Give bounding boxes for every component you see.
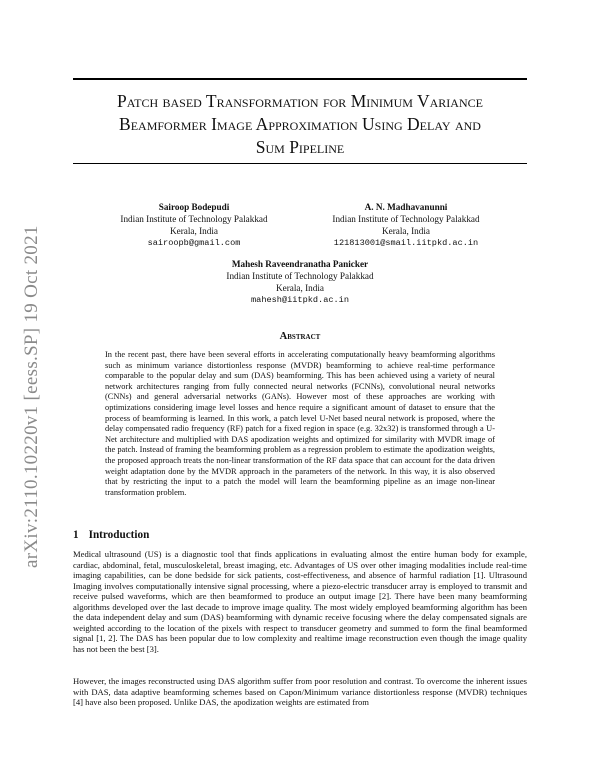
author-name: Sairoop Bodepudi bbox=[158, 202, 230, 212]
author-email[interactable]: 121813001@smail.iitpkd.ac.in bbox=[333, 238, 479, 248]
author-block bbox=[108, 201, 280, 249]
author-email[interactable]: mahesh@iitpkd.ac.in bbox=[251, 295, 349, 305]
author-location: Kerala, India bbox=[170, 226, 218, 236]
title-bottom-rule bbox=[73, 163, 527, 164]
author-affiliation: Indian Institute of Technology Palakkad bbox=[226, 271, 374, 281]
section-title: Introduction bbox=[88, 529, 150, 541]
author-name: A. N. Madhavanunni bbox=[364, 202, 448, 212]
section-heading bbox=[73, 529, 149, 541]
author-location: Kerala, India bbox=[276, 283, 324, 293]
author-affiliation: Indian Institute of Technology Palakkad bbox=[120, 214, 268, 224]
author-block bbox=[308, 201, 504, 249]
section-number: 1 bbox=[73, 529, 79, 541]
arxiv-identifier: arXiv:2110.10220v1 [eess.SP] 19 Oct 2021 bbox=[21, 225, 42, 568]
body-paragraph: However, the images reconstructed using DAS algorithm suffer from poor resolution and contrast. To overcome the inherent issues with DAS, data adaptive beamforming schemes based on Capon/Minimum variance distortionless response (MVDR) techniques [4] have also been proposed. Unlike DAS, the apodization weights are estimated from bbox=[73, 676, 527, 707]
title-line: Beamformer Image Approximation Using Delay and bbox=[119, 114, 481, 134]
title-top-rule bbox=[73, 78, 527, 80]
abstract-heading: Abstract bbox=[279, 331, 321, 342]
author-affiliation: Indian Institute of Technology Palakkad bbox=[332, 214, 480, 224]
paper-title bbox=[73, 90, 527, 159]
abstract-text: In the recent past, there have been several efforts in accelerating computationally heavy beamforming algorithms such as minimum variance distortionless response (MVDR) beamforming to achieve real-time performance comparable to the popular delay and sum (DAS) beamforming. This has been achieved using a variety of neural network architectures ranging from fully connected neural networks (FCNNs), convolutional neural networks (CNNs) and general adversarial networks (GANs). However most of these approaches are working with optimizations considering image level losses and hence require a significant amount of dataset to ensure that the process of beamforming is learned. In this work, a patch level U-Net based neural network is proposed, where the delay compensated radio frequency (RF) patch for a fixed region in space (e.g. 32x32) is transformed through a U-Net architecture and multiplied with DAS apodization weights and optimized for similarity with MVDR image of the patch. Instead of framing the beamforming problem as a regression problem to estimate the apodization weights, the proposed approach treats the non-linear transformation of the RF data space that can account for the data driven weight adaptation done by the MVDR approach in the parameters of the network. In this way, it is also observed that by restricting the input to a patch the model will learn the beamforming pipeline as an image non-linear transformation problem. bbox=[105, 350, 495, 497]
author-name: Mahesh Raveendranatha Panicker bbox=[231, 259, 369, 269]
body-paragraph: Medical ultrasound (US) is a diagnostic tool that finds applications in evaluating almost the entire human body for example, cardiac, abdominal, fetal, musculoskeletal, breast imaging, etc. Advantages of US over other imaging modalities include real-time imaging capabilities, can be done bedside for sick patients, cost-effectiveness, and absence of harmful radiation [1]. Ultrasound Imaging involves computationally intensive signal processing, where a piezo-electric transducer array is employed to transmit and receive pulsed waveforms, which are then beamformed to produce an output image [2]. There have been many beamforming algorithms developed over the last decade to improve image quality. The most widely employed beamforming algorithm has been the data independent delay and sum (DAS) beamforming with dynamic receive focusing where the delay compensated signals are weighted according to the location of the pixels with respect to transducer geometry and summed to form the final beamformed signal [1, 2]. The DAS has been popular due to low complexity and realtime image reconstruction even though the image quality has not been the best [3]. bbox=[73, 549, 527, 654]
title-line: Sum Pipeline bbox=[255, 137, 345, 157]
title-line: Patch based Transformation for Minimum Variance bbox=[117, 91, 483, 111]
author-location: Kerala, India bbox=[382, 226, 430, 236]
author-email[interactable]: sairoopb@gmail.com bbox=[147, 238, 241, 248]
author-block bbox=[210, 258, 390, 306]
